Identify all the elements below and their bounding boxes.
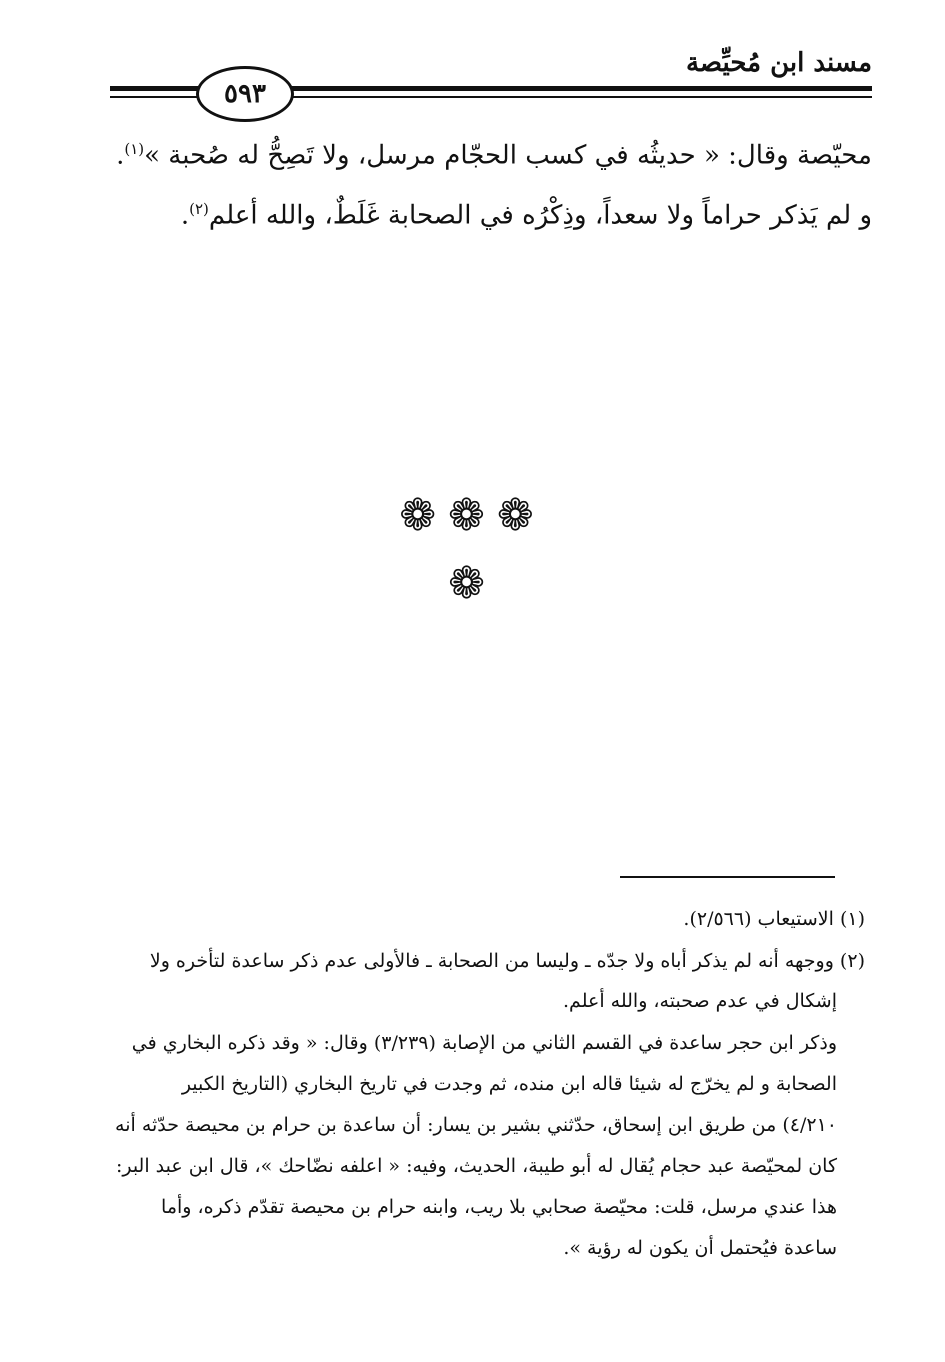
footnote-2-line-3: وذكر ابن حجر ساعدة في القسم الثاني من الإصابة (٣/٢٣٩) وقال: « وقد ذكره البخاري في (131, 1032, 837, 1054)
body-line-2-end: . (180, 200, 190, 231)
footnote-ref-2: (٢) (189, 200, 209, 218)
footnote-separator (620, 876, 835, 878)
footnote-ref-1: (١) (124, 140, 145, 158)
footnote-2-line-8: ساعدة فيُحتمل أن يكون له رؤية ». (563, 1237, 837, 1259)
footnote-2-line-7: هذا عندي مرسل، قلت: محيّصة صحابي بلا ريب، وابنه حرام بن محيصة تقدّم ذكره، وأما (161, 1196, 837, 1218)
footnote-2-line-6: كان لمحيّصة عبد حجام يُقال له أبو طيبة، الحديث، وفيه: « اعلفه نضّاحك »، قال ابن عبد البر: (115, 1155, 837, 1177)
body-line-1-text: محيّصة وقال: « حديثُه في كسب الحجّام مرسل، ولا تَصِحُّ له صُحبة » (144, 140, 872, 171)
running-title: مسند ابن مُحيِّصة (685, 48, 872, 78)
ornament-row-1: ❁❁❁ (399, 490, 546, 541)
footnote-2-line-1: (٢) ووجهه أنه لم يذكر أباه ولا جدّه ـ وليسا من الصحابة ـ فالأولى عدم ذكر ساعدة لتأخره ولا (149, 950, 865, 972)
body-line-2 (60, 200, 872, 231)
body-line-1 (60, 140, 872, 171)
footnote-1: (١) الاستيعاب (٢/٥٦٦). (683, 908, 865, 930)
page-number: ٥٩٣ (196, 66, 294, 122)
body-line-2-text: و لم يَذكر حراماً ولا سعداً، وذِكْرُه في الصحابة غَلَطٌ، والله أعلم (208, 200, 872, 231)
body-line-1-end: . (116, 140, 125, 171)
footnote-2-line-4: الصحابة و لم يخرّج له شيئا قاله ابن منده، ثم وجدت في تاريخ البخاري (التاريخ الكبير (181, 1073, 837, 1095)
footnote-2-line-2: إشكال في عدم صحبته، والله أعلم. (563, 990, 837, 1012)
footnote-2-line-5: ٤/٢١٠) من طريق ابن إسحاق، حدّثني بشير بن يسار: أن ساعدة بن حرام بن محيصة حدّثه أنه (115, 1114, 837, 1136)
ornament-row-2: ❁ (448, 558, 497, 609)
